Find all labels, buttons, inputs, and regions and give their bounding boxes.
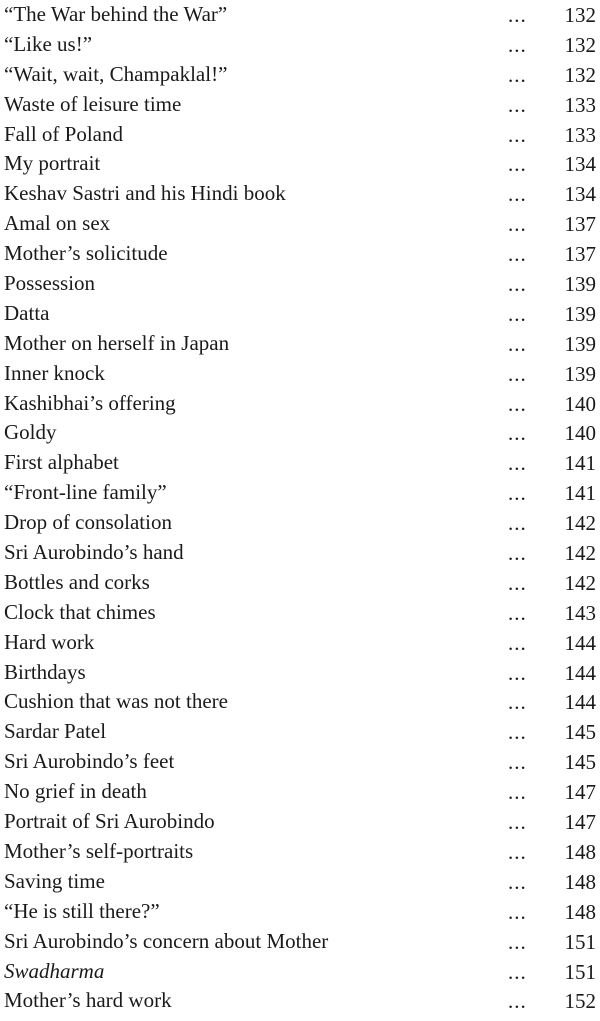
toc-entry-leader: ... xyxy=(508,212,527,237)
toc-entry-page: 132 xyxy=(564,62,596,87)
toc-entry xyxy=(0,658,600,688)
toc-entry-page: 145 xyxy=(564,720,596,745)
toc-entry-title: Goldy xyxy=(4,420,57,445)
toc-entry-title: Swadharma xyxy=(4,958,105,983)
toc-entry-leader: ... xyxy=(508,391,527,416)
toc-entry-title: Hard work xyxy=(4,629,95,654)
toc-entry-page: 139 xyxy=(564,272,596,297)
toc-entry-title: Mother on herself in Japan xyxy=(4,330,230,355)
toc-entry-leader: ... xyxy=(508,92,527,117)
toc-entry xyxy=(0,986,600,1016)
toc-entry xyxy=(0,538,600,568)
toc-entry xyxy=(0,90,600,120)
toc-entry xyxy=(0,448,600,478)
toc-entry-leader: ... xyxy=(508,989,527,1014)
toc-entry-leader: ... xyxy=(508,780,527,805)
toc-entry-title: Clock that chimes xyxy=(4,599,156,624)
toc-entry-title: “He is still there?” xyxy=(4,898,160,923)
toc-entry-leader: ... xyxy=(508,301,527,326)
toc-entry-page: 142 xyxy=(564,570,596,595)
toc-entry-leader: ... xyxy=(508,272,527,297)
toc-entry xyxy=(0,149,600,179)
toc-entry-page: 151 xyxy=(564,929,596,954)
toc-entry-title: Datta xyxy=(4,300,50,325)
toc-entry xyxy=(0,717,600,747)
toc-entry xyxy=(0,837,600,867)
toc-entry xyxy=(0,269,600,299)
toc-entry-page: 148 xyxy=(564,839,596,864)
toc-entry-leader: ... xyxy=(508,511,527,536)
toc-entry-page: 139 xyxy=(564,361,596,386)
toc-entry-page: 132 xyxy=(564,3,596,27)
toc-entry-title: Sri Aurobindo’s hand xyxy=(4,540,184,565)
toc-entry xyxy=(0,508,600,538)
toc-entry-page: 141 xyxy=(564,451,596,476)
toc-entry-leader: ... xyxy=(508,421,527,446)
toc-entry-page: 144 xyxy=(564,690,596,715)
toc-entry xyxy=(0,359,600,389)
toc-entry-page: 140 xyxy=(564,391,596,416)
toc-entry xyxy=(0,628,600,658)
toc-entry xyxy=(0,30,600,60)
toc-entry-title: First alphabet xyxy=(4,450,119,475)
toc-entry-title: Keshav Sastri and his Hindi book xyxy=(4,181,286,206)
toc-entry-page: 133 xyxy=(564,92,596,117)
toc-entry xyxy=(0,927,600,957)
toc-entry-leader: ... xyxy=(508,122,527,147)
toc-entry xyxy=(0,179,600,209)
toc-entry-page: 147 xyxy=(564,810,596,835)
toc-entry-title: Mother’s hard work xyxy=(4,988,172,1013)
toc-entry-title: Inner knock xyxy=(4,360,105,385)
toc-entry-page: 137 xyxy=(564,242,596,267)
toc-entry xyxy=(0,209,600,239)
toc-entry-title: Birthdays xyxy=(4,659,86,684)
toc-entry-title: Portrait of Sri Aurobindo xyxy=(4,809,215,834)
toc-entry-leader: ... xyxy=(508,899,527,924)
toc-entry-leader: ... xyxy=(508,541,527,566)
toc-entry xyxy=(0,777,600,807)
toc-entry-title: No grief in death xyxy=(4,779,147,804)
toc-entry-page: 142 xyxy=(564,511,596,536)
toc-entry-title: Kashibhai’s offering xyxy=(4,390,176,415)
toc-entry xyxy=(0,598,600,628)
toc-entry-page: 140 xyxy=(564,421,596,446)
toc-entry-leader: ... xyxy=(508,152,527,177)
toc-entry-page: 139 xyxy=(564,301,596,326)
toc-entry-title: Mother’s solicitude xyxy=(4,241,168,266)
toc-entry xyxy=(0,687,600,717)
toc-entry-leader: ... xyxy=(508,182,527,207)
toc-entry-page: 144 xyxy=(564,660,596,685)
toc-entry-title: “Like us!” xyxy=(4,31,93,56)
toc-entry-title: Saving time xyxy=(4,868,105,893)
toc-entry-page: 139 xyxy=(564,331,596,356)
toc-entry xyxy=(0,418,600,448)
toc-entry xyxy=(0,60,600,90)
toc-entry-leader: ... xyxy=(508,361,527,386)
toc-entry-title: Amal on sex xyxy=(4,211,111,236)
toc-entry-title: Sardar Patel xyxy=(4,719,107,744)
toc-entry xyxy=(0,329,600,359)
toc-entry xyxy=(0,120,600,150)
toc-entry-title: Cushion that was not there xyxy=(4,689,228,714)
toc-entry-leader: ... xyxy=(508,690,527,715)
toc-entry-leader: ... xyxy=(508,839,527,864)
toc-entry-page: 133 xyxy=(564,122,596,147)
toc-entry xyxy=(0,299,600,329)
toc-entry-title: Mother’s self-portraits xyxy=(4,838,194,863)
toc-entry-leader: ... xyxy=(508,451,527,476)
toc-entry xyxy=(0,957,600,987)
toc-entry xyxy=(0,0,600,30)
toc-entry-leader: ... xyxy=(508,600,527,625)
toc-entry-title: Possession xyxy=(4,271,96,296)
toc-entry-leader: ... xyxy=(508,959,527,984)
toc-entry-page: 147 xyxy=(564,780,596,805)
toc-entry-title: “Wait, wait, Champaklal!” xyxy=(4,61,228,86)
toc-entry-title: Drop of consolation xyxy=(4,510,172,535)
toc-entry-leader: ... xyxy=(508,481,527,506)
toc-entry-title: Sri Aurobindo’s concern about Mother xyxy=(4,928,329,953)
toc-entry xyxy=(0,867,600,897)
toc-entry-page: 143 xyxy=(564,600,596,625)
toc-entry xyxy=(0,897,600,927)
toc-entry-leader: ... xyxy=(508,3,527,27)
toc-entry-title: Fall of Poland xyxy=(4,121,123,146)
toc-entry-page: 141 xyxy=(564,481,596,506)
toc-entry xyxy=(0,747,600,777)
toc-entry-leader: ... xyxy=(508,630,527,655)
toc-entry xyxy=(0,239,600,269)
toc-entry-leader: ... xyxy=(508,242,527,267)
toc-entry-leader: ... xyxy=(508,331,527,356)
toc-entry-title: Waste of leisure time xyxy=(4,91,182,116)
toc-entry-leader: ... xyxy=(508,869,527,894)
toc-entry-page: 148 xyxy=(564,899,596,924)
toc-entry-title: My portrait xyxy=(4,151,101,176)
toc-entry-page: 137 xyxy=(564,212,596,237)
toc-entry-leader: ... xyxy=(508,810,527,835)
toc-entry-leader: ... xyxy=(508,929,527,954)
toc-entry-page: 134 xyxy=(564,182,596,207)
toc-entry-leader: ... xyxy=(508,720,527,745)
toc-entry-page: 132 xyxy=(564,32,596,57)
toc-entry-leader: ... xyxy=(508,750,527,775)
toc-entry-leader: ... xyxy=(508,62,527,87)
toc-entry-title: Sri Aurobindo’s feet xyxy=(4,749,175,774)
toc-entry-leader: ... xyxy=(508,570,527,595)
toc-entry xyxy=(0,807,600,837)
toc-entry-page: 152 xyxy=(564,989,596,1014)
toc-entry-page: 134 xyxy=(564,152,596,177)
toc-entry-leader: ... xyxy=(508,32,527,57)
toc-entry xyxy=(0,478,600,508)
toc-entry xyxy=(0,568,600,598)
toc-entry-title: Bottles and corks xyxy=(4,569,150,594)
toc-entry xyxy=(0,389,600,419)
toc-entry-page: 145 xyxy=(564,750,596,775)
toc-entry-page: 144 xyxy=(564,630,596,655)
toc-entry-leader: ... xyxy=(508,660,527,685)
toc-entry-page: 142 xyxy=(564,541,596,566)
toc-entry-title: “Front-line family” xyxy=(4,480,167,505)
toc-entry-page: 148 xyxy=(564,869,596,894)
toc-entry-title: “The War behind the War” xyxy=(4,2,228,26)
toc-entry-page: 151 xyxy=(564,959,596,984)
